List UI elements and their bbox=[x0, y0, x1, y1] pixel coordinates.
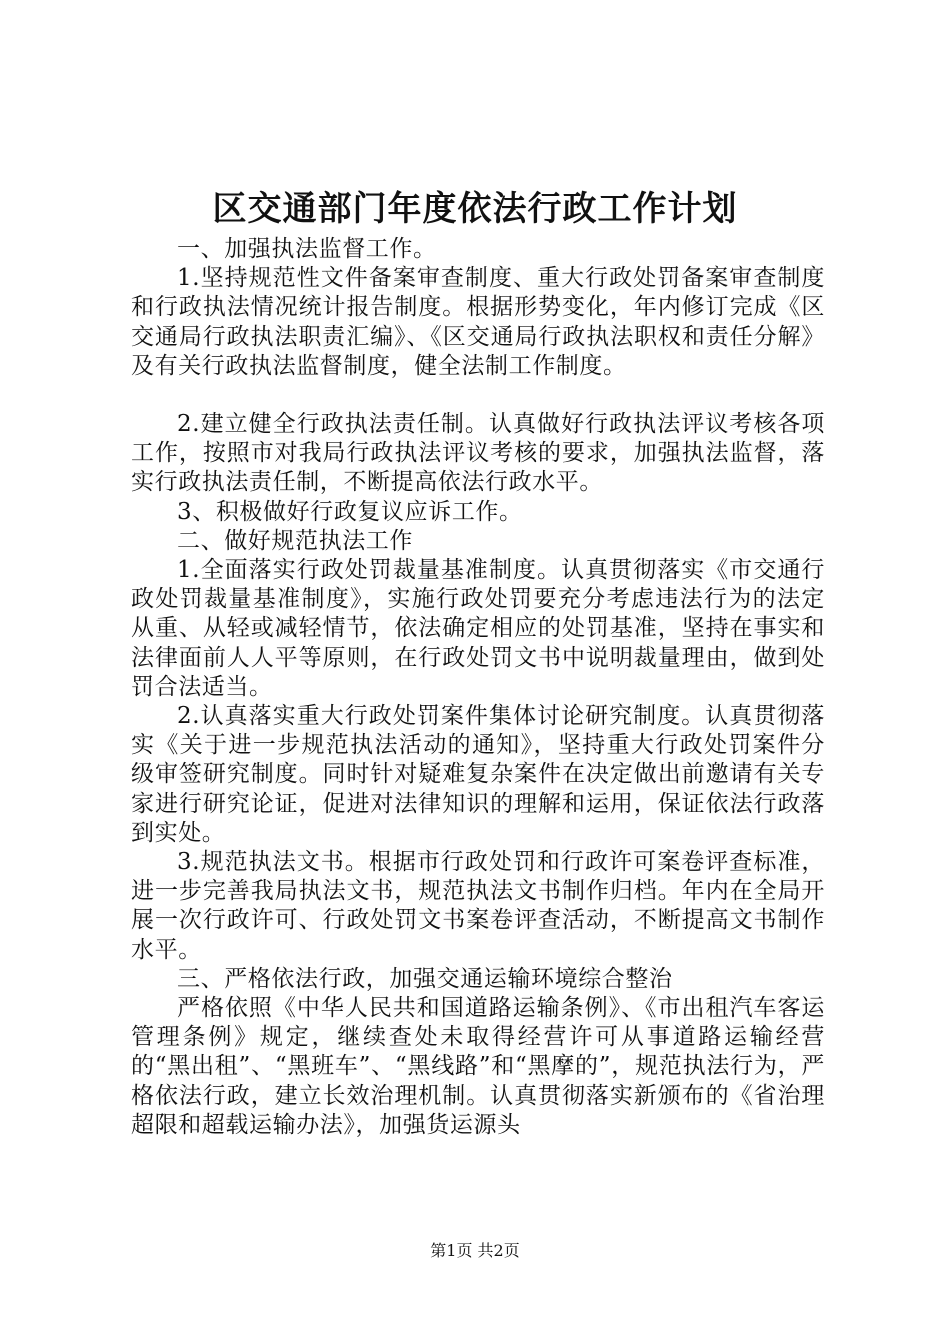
section-heading-1: 一、加强执法监督工作。 bbox=[177, 236, 437, 262]
paragraph-1-1: 1.坚持规范性文件备案审查制度、重大行政处罚备案审查制度和行政执法情况统计报告制度。根据形势变化，年内修订完成《区交通局行政执法职责汇编》、《区交通局行政执法职权和责任分解》及有关行政执法监督制度，健全法制工作制度。 bbox=[131, 265, 825, 379]
paragraph-1-2: 2.建立健全行政执法责任制。认真做好行政执法评议考核各项工作，按照市对我局行政执法评议考核的要求，加强执法监督，落实行政执法责任制，不断提高依法行政水平。 bbox=[131, 411, 825, 496]
paragraph-2-2: 2.认真落实重大行政处罚案件集体讨论研究制度。认真贯彻落实《关于进一步规范执法活动的通知》，坚持重大行政处罚案件分级审签研究制度。同时针对疑难复杂案件在决定做出前邀请有关专家进行研究论证，促进对法律知识的理解和运用，保证依法行政落到实处。 bbox=[131, 703, 825, 846]
document-title: 区交通部门年度依法行政工作计划 bbox=[212, 189, 738, 229]
section-heading-2: 二、做好规范执法工作 bbox=[177, 527, 413, 554]
page-footer: 第1页 共2页 bbox=[430, 1241, 520, 1260]
section-heading-3: 三、严格依法行政，加强交通运输环境综合整治 bbox=[177, 965, 673, 992]
paragraph-2-1: 1.全面落实行政处罚裁量基准制度。认真贯彻落实《市交通行政处罚裁量基准制度》，实施行政处罚要充分考虑违法行为的法定从重、从轻或减轻情节，依法确定相应的处罚基准，坚持在事实和法律面前人人平等原则，在行政处罚文书中说明裁量理由，做到处罚合法适当。 bbox=[131, 557, 825, 700]
document-body bbox=[131, 235, 825, 1140]
paragraph-1-3: 3、积极做好行政复议应诉工作。 bbox=[177, 498, 523, 525]
paragraph-2-3: 3.规范执法文书。根据市行政处罚和行政许可案卷评查标准，进一步完善我局执法文书，规范执法文书制作归档。年内在全局开展一次行政许可、行政处罚文书案卷评查活动，不断提高文书制作水平。 bbox=[131, 849, 825, 963]
paragraph-3-1: 严格依照《中华人民共和国道路运输条例》、《市出租汽车客运管理条例》规定，继续查处未取得经营许可从事道路运输经营的“黑出租”、“黑班车”、“黑线路”和“黑摩的”，规范执法行为，严格依法行政，建立长效治理机制。认真贯彻落实新颁布的《省治理超限和超载运输办法》，加强货运源头 bbox=[131, 995, 825, 1138]
